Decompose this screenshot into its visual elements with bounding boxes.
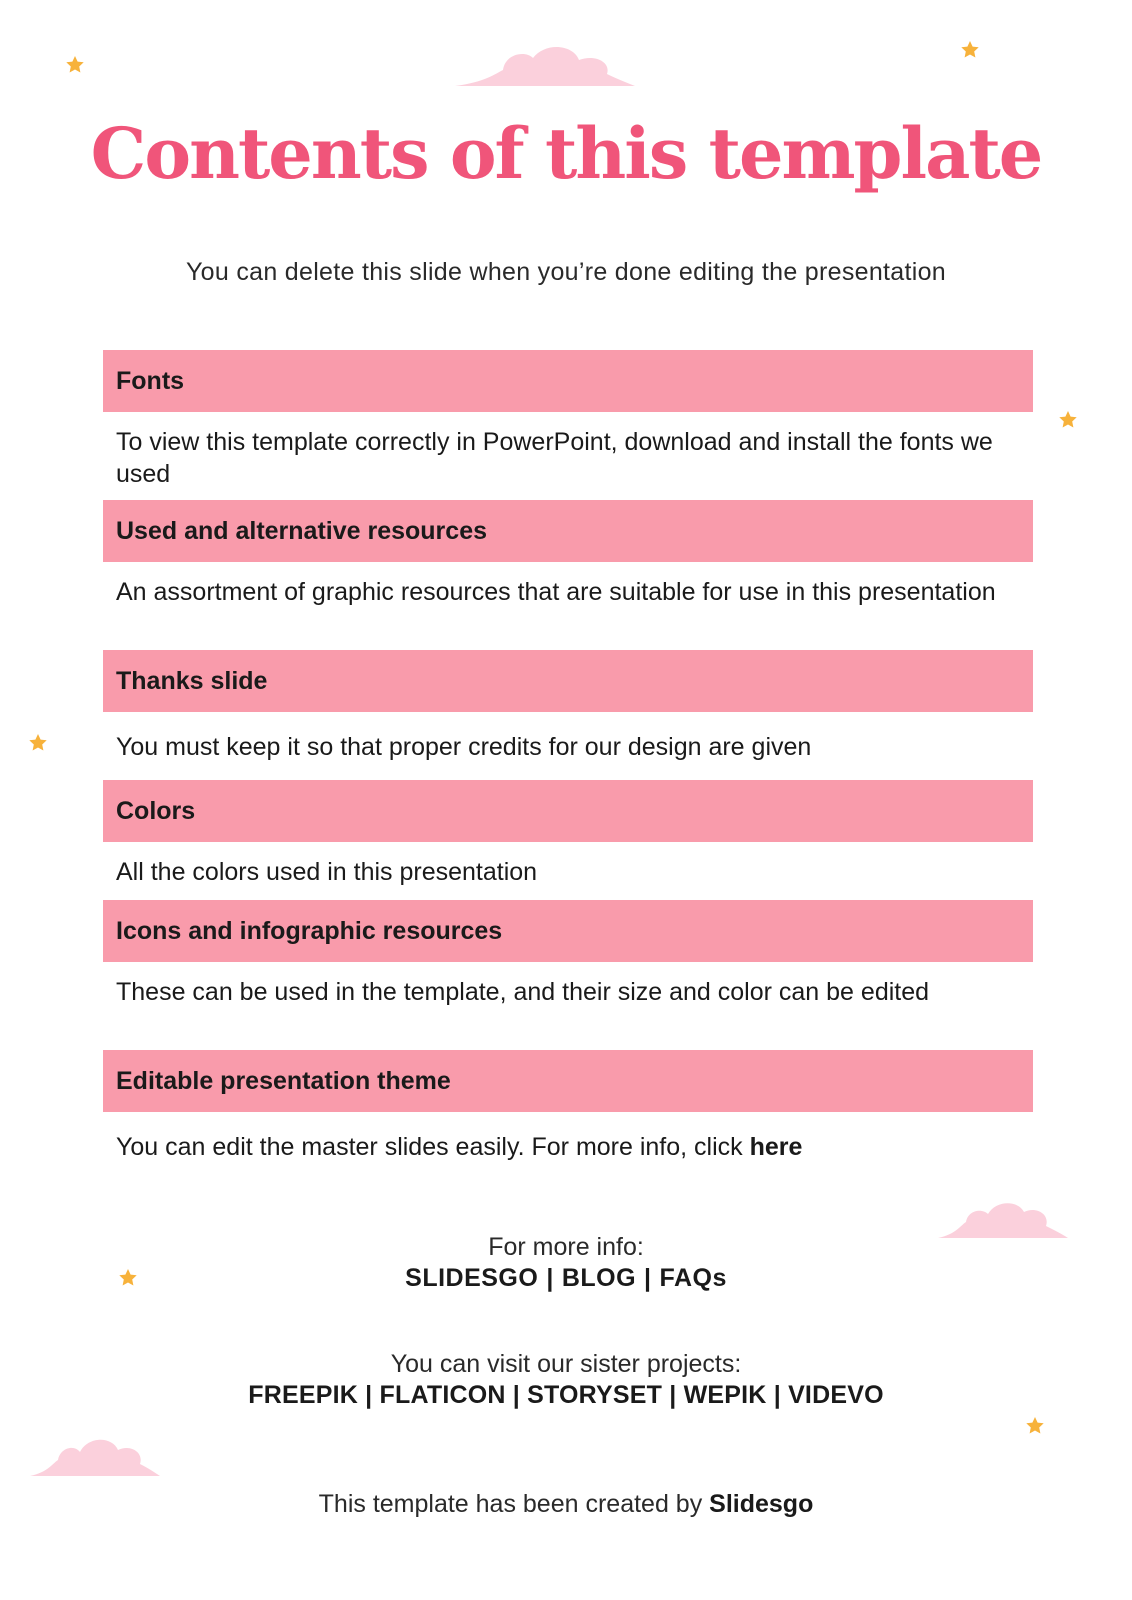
more-info-label: For more info: bbox=[488, 1233, 644, 1261]
slidesgo-brand-link[interactable]: Slidesgo bbox=[709, 1490, 814, 1518]
star-icon bbox=[65, 55, 85, 75]
cloud-icon bbox=[455, 40, 635, 88]
wepik-link[interactable]: WEPIK bbox=[683, 1381, 767, 1409]
section-description: An assortment of graphic resources that are suitable for use in this presentation bbox=[116, 578, 996, 606]
section-heading: Used and alternative resources bbox=[103, 500, 1033, 562]
section-heading: Fonts bbox=[103, 350, 1033, 412]
star-icon bbox=[960, 40, 980, 60]
star-icon bbox=[1025, 1416, 1045, 1436]
section-thanks bbox=[103, 650, 1033, 763]
videvo-link[interactable]: VIDEVO bbox=[788, 1381, 884, 1409]
section-theme bbox=[103, 1050, 1033, 1163]
subtitle: You can delete this slide when you’re done editing the presentation bbox=[186, 258, 946, 286]
section-description: To view this template correctly in PowerPoint, download and install the fonts we used bbox=[116, 428, 993, 488]
section-description: These can be used in the template, and their size and color can be edited bbox=[116, 978, 930, 1006]
section-description: All the colors used in this presentation bbox=[116, 858, 538, 886]
section-heading: Thanks slide bbox=[103, 650, 1033, 712]
section-icons bbox=[103, 900, 1033, 1008]
here-link[interactable]: here bbox=[749, 1133, 803, 1161]
section-fonts bbox=[103, 350, 1033, 490]
section-heading: Editable presentation theme bbox=[103, 1050, 1033, 1112]
page-title: Contents of this template bbox=[90, 112, 1042, 195]
section-colors bbox=[103, 780, 1033, 888]
slidesgo-link[interactable]: SLIDESGO bbox=[405, 1264, 539, 1292]
section-heading: Icons and infographic resources bbox=[103, 900, 1033, 962]
faqs-link[interactable]: FAQs bbox=[659, 1264, 727, 1292]
storyset-link[interactable]: STORYSET bbox=[527, 1381, 663, 1409]
flaticon-link[interactable]: FLATICON bbox=[379, 1381, 506, 1409]
section-resources bbox=[103, 500, 1033, 608]
section-description: You must keep it so that proper credits for our design are given bbox=[116, 733, 812, 761]
star-icon bbox=[28, 733, 48, 753]
cloud-icon bbox=[30, 1432, 160, 1478]
credit-line bbox=[0, 1490, 1132, 1519]
more-info-links: SLIDESGO | BLOG | FAQs bbox=[405, 1264, 727, 1292]
section-description bbox=[103, 1112, 1033, 1163]
blog-link[interactable]: BLOG bbox=[561, 1264, 637, 1292]
credit-text: This template has been created by bbox=[318, 1490, 710, 1518]
section-heading: Colors bbox=[103, 780, 1033, 842]
sister-projects-links: FREEPIK | FLATICON | STORYSET | WEPIK | VIDEVO bbox=[248, 1381, 884, 1409]
sister-projects-label: You can visit our sister projects: bbox=[390, 1350, 742, 1378]
freepik-link[interactable]: FREEPIK bbox=[248, 1381, 359, 1409]
section-text: You can edit the master slides easily. For more info, click bbox=[116, 1133, 750, 1161]
star-icon bbox=[1058, 410, 1078, 430]
